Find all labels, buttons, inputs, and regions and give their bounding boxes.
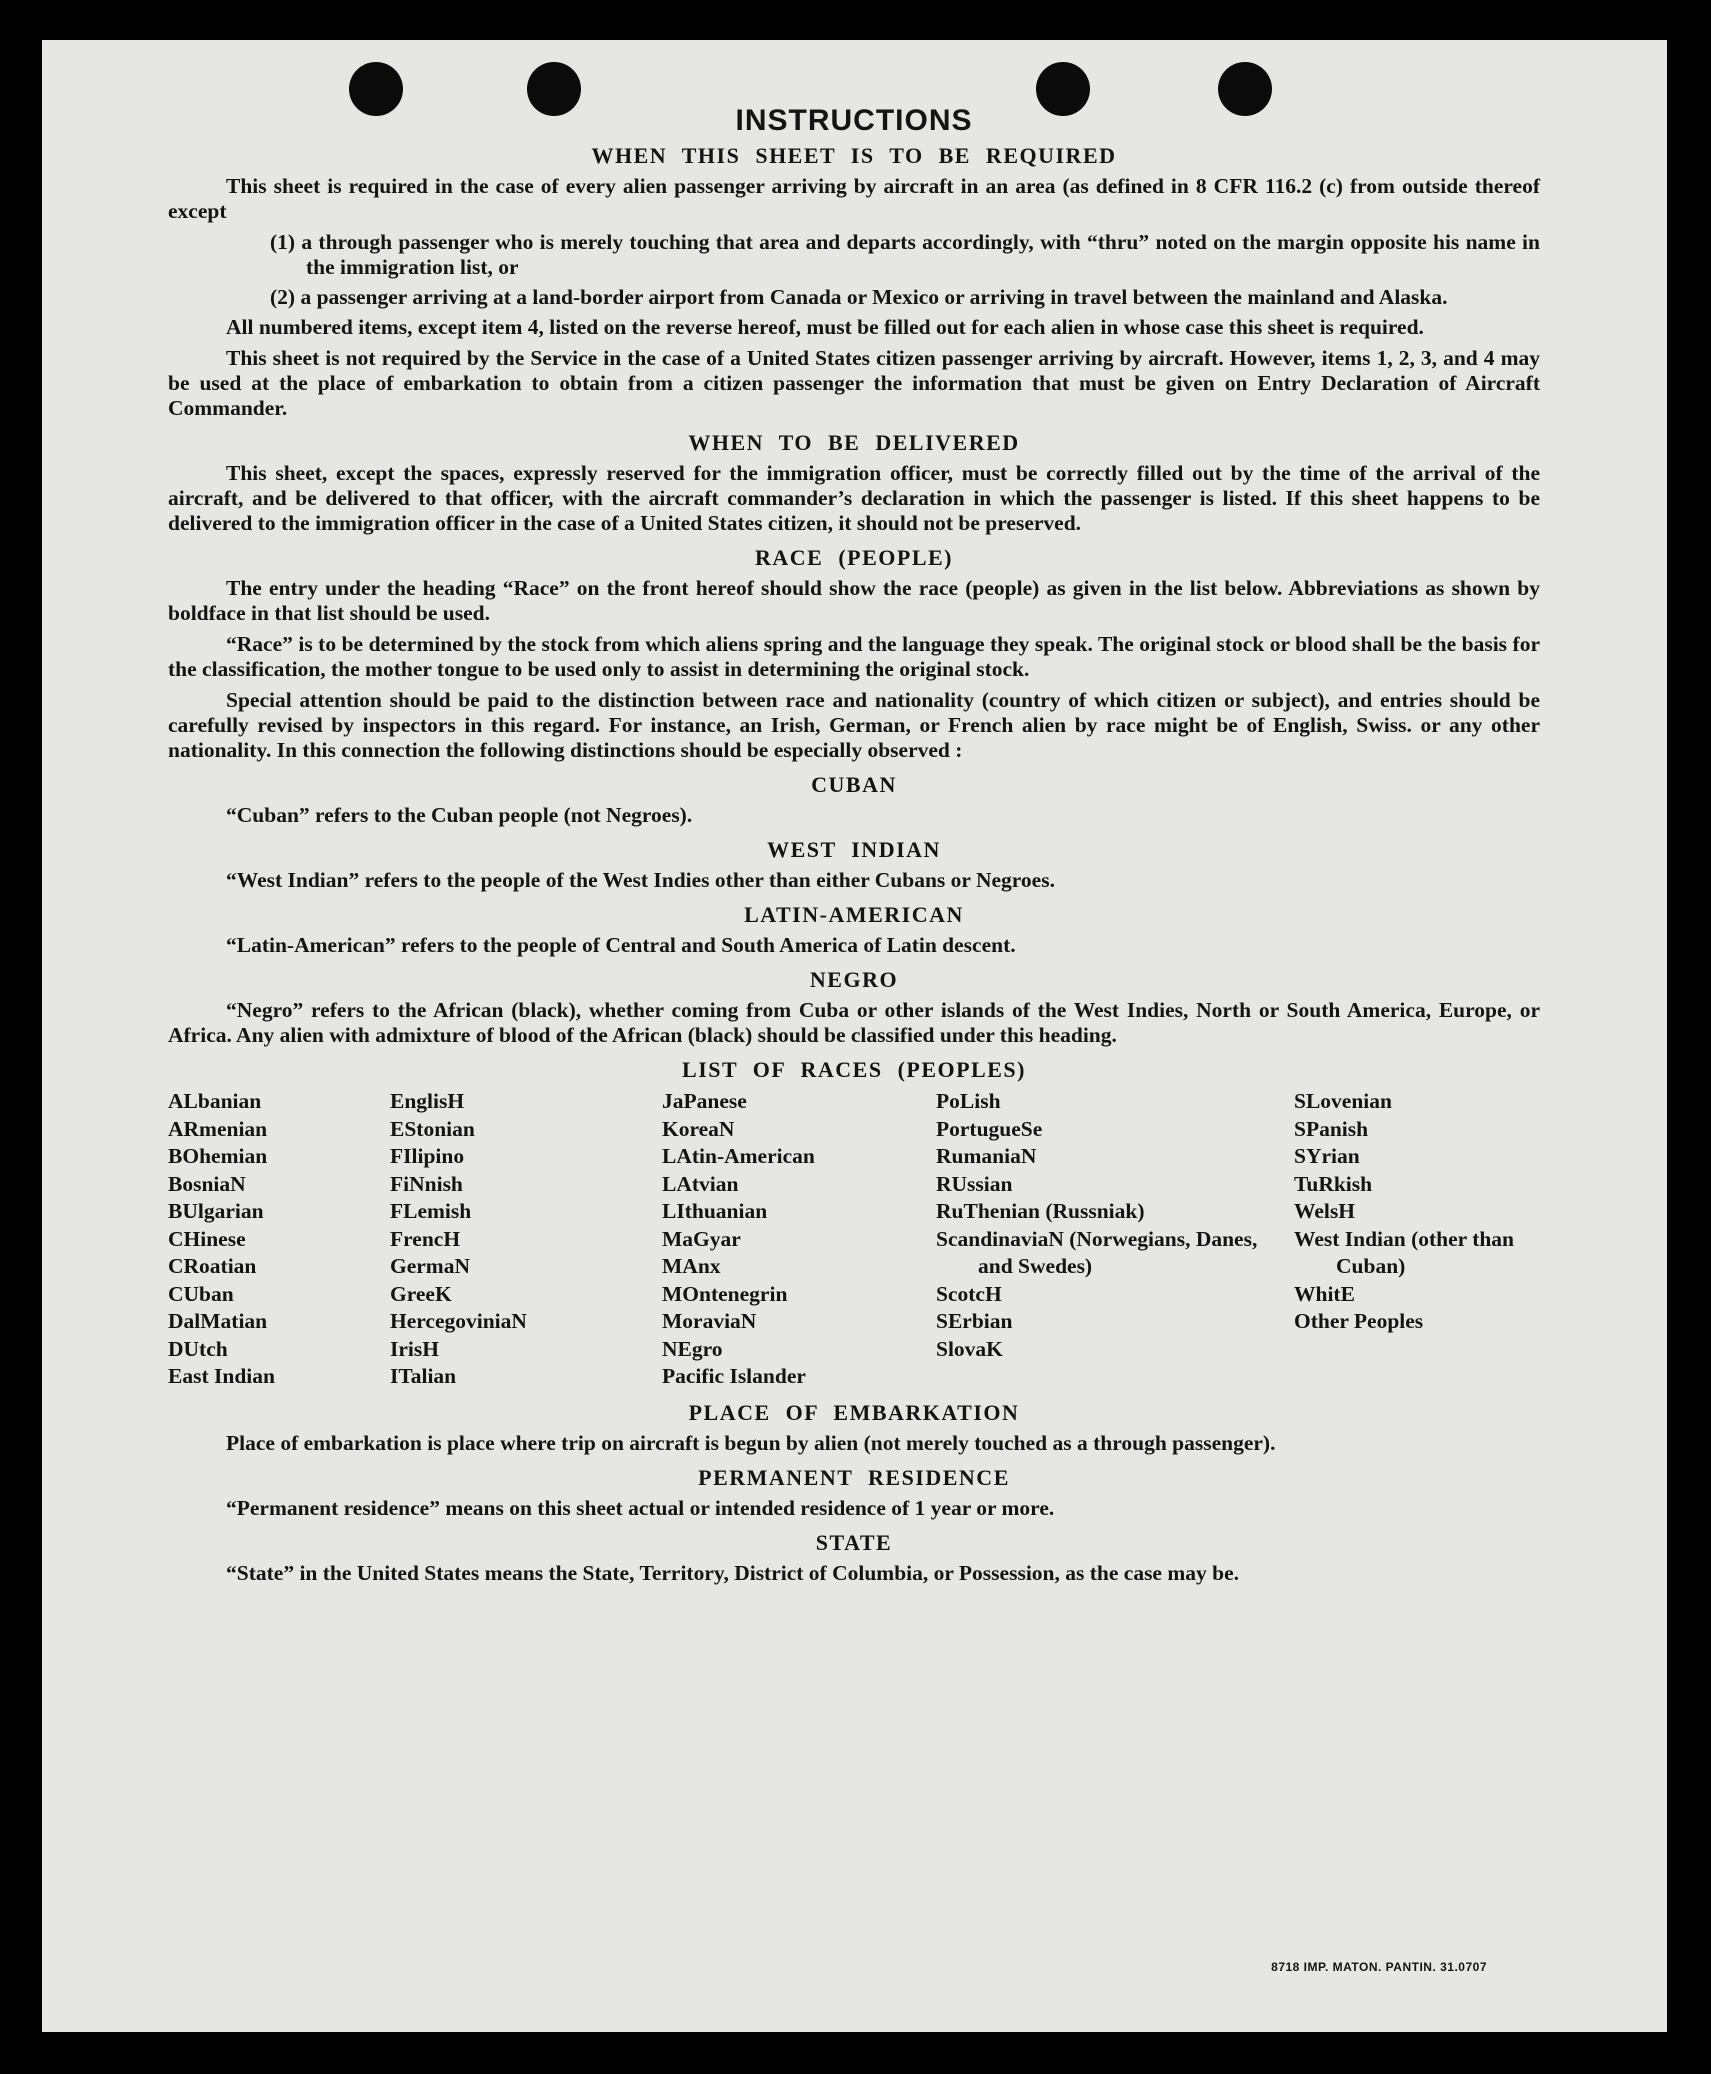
list-item: (1) a through passenger who is merely touching that area and departs accordingly, with “thru” noted on the margin opposite his name in the immigration list, or [270,230,1540,279]
section-heading: WEST INDIAN [767,837,941,862]
paragraph: “West Indian” refers to the people of the West Indies other than either Cubans or Negroes. [226,868,1055,892]
race-entry: SLovenian [1294,1089,1392,1113]
race-column [390,1088,662,1391]
document-sheet [42,40,1667,2032]
section-heading: NEGRO [809,967,899,992]
race-entry: RuThenian (Russniak) [936,1199,1145,1223]
section-heading: STATE [815,1529,893,1555]
paragraph: “Cuban” refers to the Cuban people (not Negroes). [226,803,693,827]
paragraph: All numbered items, except item 4, listed on the reverse hereof, must be filled out for each alien in whose case this sheet is required. [226,315,1424,339]
race-entry: GermaN [390,1254,470,1278]
race-entry: LIthuanian [662,1199,768,1223]
page-title: INSTRUCTIONS [735,104,973,137]
race-entry: ITalian [390,1364,457,1388]
paragraph: This sheet is required in the case of every alien passenger arriving by aircraft in an area (as defined in 8 CFR 116.2 (c) from outside thereof except [168,174,1540,223]
section-heading: PERMANENT RESIDENCE [698,1464,1010,1490]
paragraph: This sheet is not required by the Service in the case of a United States citizen passenger arriving by aircraft. However, items 1, 2, 3, and 4 may be used at the place of embarkation to obtain from a citizen passenger the information that must be given on Entry Declaration of Aircraft Commander. [168,346,1540,420]
race-entry: BOhemian [168,1144,268,1168]
paragraph: “State” in the United States means the State, Territory, District of Columbia, or Possession, as the case may be. [226,1560,1240,1585]
race-column [168,1088,390,1391]
race-entry: SPanish [1294,1116,1369,1141]
race-entry: CRoatian [168,1254,257,1278]
printer-imprint: 8718 IMP. MATON. PANTIN. 31.0707 [1271,1960,1487,1974]
race-entry: WhitE [1294,1281,1355,1306]
race-list [168,1088,1540,1391]
race-entry: MOntenegrin [662,1281,788,1306]
race-column [1294,1088,1540,1391]
race-entry: KoreaN [662,1116,735,1141]
race-entry: JaPanese [662,1089,747,1113]
section-heading: WHEN THIS SHEET IS TO BE REQUIRED [591,143,1117,168]
race-entry: Pacific Islander [662,1364,806,1388]
paragraph: The entry under the heading “Race” on the front hereof should show the race (people) as given in the list below. Abbreviations as shown by boldface in that list should be used. [168,576,1540,625]
race-entry: ScotcH [936,1281,1002,1306]
paragraph: This sheet, except the spaces, expressly reserved for the immigration officer, must be correctly filled out by the time of the arrival of the aircraft, and be delivered to that officer, with the aircraft commander’s declaration in which the passenger is listed. If this sheet happens to be delivered to the immigration officer in the case of a United States citizen, it should not be preserved. [168,461,1540,535]
race-entry: LAtvian [662,1171,739,1196]
section-heading: LATIN-AMERICAN [744,902,964,927]
race-entry: FiNnish [390,1171,463,1196]
race-entry: ARmenian [168,1116,268,1141]
race-entry: FrencH [390,1226,461,1251]
section-heading: WHEN TO BE DELIVERED [688,430,1020,455]
race-entry: HercegoviniaN [390,1309,527,1333]
race-entry: TuRkish [1294,1171,1373,1196]
paragraph: Place of embarkation is place where trip on aircraft is begun by alien (not merely touched as a through passenger). [226,1430,1276,1455]
race-entry: DalMatian [168,1309,268,1333]
race-entry: ScandinaviaN (Norwegians, Danes, and Swedes) [936,1226,1258,1278]
race-entry: NEgro [662,1336,723,1361]
race-entry: PortugueSe [936,1116,1043,1141]
race-entry: BUlgarian [168,1199,264,1223]
race-entry: CUban [168,1281,234,1306]
race-column [936,1088,1294,1391]
list-item: (2) a passenger arriving at a land-border airport from Canada or Mexico or arriving in travel between the mainland and Alaska. [270,285,1448,309]
paragraph: “Permanent residence” means on this sheet actual or intended residence of 1 year or more. [226,1495,1055,1520]
race-entry: IrisH [390,1336,439,1361]
race-entry: West Indian (other than Cuban) [1294,1226,1515,1278]
race-entry: WelsH [1294,1199,1355,1223]
race-entry: RUssian [936,1171,1013,1196]
race-entry: PoLish [936,1089,1001,1113]
race-entry: CHinese [168,1226,246,1251]
section-heading: PLACE OF EMBARKATION [688,1399,1020,1425]
paragraph: “Negro” refers to the African (black), whether coming from Cuba or other islands of the West Indies, North or South America, Europe, or Africa. Any alien with admixture of blood of the African (black) should be classified under this heading. [168,998,1540,1047]
race-entry: BosniaN [168,1171,246,1196]
race-entry: East Indian [168,1364,275,1388]
instructions-content [168,104,1540,1592]
race-entry: MoraviaN [662,1309,757,1333]
race-entry: MaGyar [662,1226,741,1251]
race-entry: LAtin-American [662,1144,815,1168]
race-entry: SlovaK [936,1336,1003,1361]
section-heading: RACE (PEOPLE) [755,545,953,570]
race-column [662,1088,936,1391]
race-entry: EnglisH [390,1089,465,1113]
race-entry: FIlipino [390,1144,465,1168]
paragraph: “Latin-American” refers to the people of Central and South America of Latin descent. [226,933,1016,957]
race-entry: MAnx [662,1254,721,1278]
race-entry: DUtch [168,1336,228,1361]
paragraph: Special attention should be paid to the distinction between race and nationality (country of which citizen or subject), and entries should be carefully revised by inspectors in this regard. For instance, an Irish, German, or French alien by race might be of English, Swiss. or any other nationality. In this connection the following distinctions should be especially observed : [168,688,1540,762]
race-entry: EStonian [390,1116,475,1141]
paragraph: “Race” is to be determined by the stock from which aliens spring and the language they speak. The original stock or blood shall be the basis for the classification, the mother tongue to be used only to assist in determining the original stock. [168,632,1540,681]
race-entry: SYrian [1294,1144,1360,1168]
section-heading: CUBAN [811,772,897,797]
race-entry: GreeK [390,1281,452,1306]
section-heading: LIST OF RACES (PEOPLES) [682,1057,1026,1082]
race-entry: FLemish [390,1199,472,1223]
race-entry: ALbanian [168,1089,262,1113]
race-entry: RumaniaN [936,1144,1037,1168]
race-entry: SErbian [936,1309,1013,1333]
race-entry: Other Peoples [1294,1309,1424,1333]
